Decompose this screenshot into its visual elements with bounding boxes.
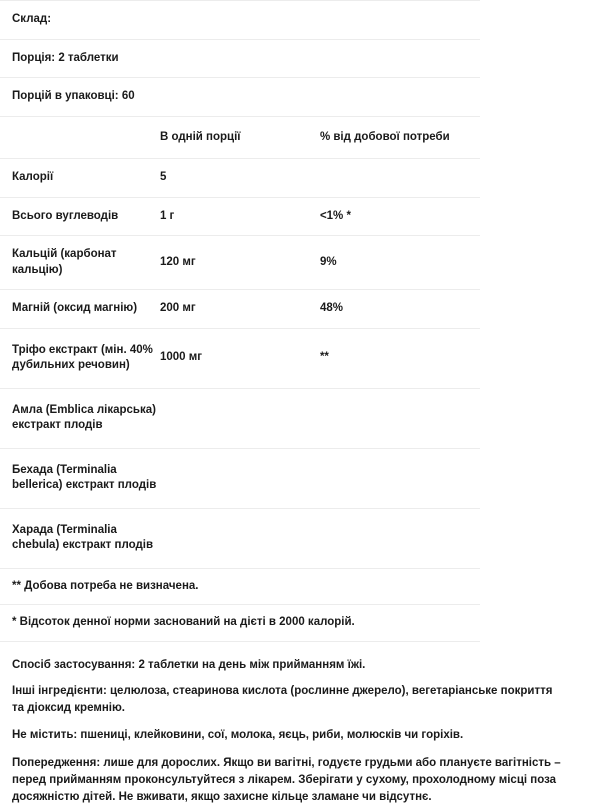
nutrient-daily-value: 48% (319, 302, 343, 315)
nutrient-daily-value (320, 448, 480, 508)
footnote-percent-daily-value: * Відсоток денної норми заснований на дієті в 2000 калорій. (12, 616, 355, 629)
other-ingredients-text: Інші інгредієнти: целюлоза, стеаринова кислота (рослинне джерело), вегетаріанське покриття та діоксид кремнію. (12, 685, 553, 715)
nutrient-daily-value (320, 388, 480, 448)
nutrient-daily-value (320, 159, 480, 198)
table-row (0, 328, 480, 388)
nutrient-name: Всього вуглеводів (12, 209, 119, 222)
table-row-intro-1 (0, 39, 480, 78)
nutrient-name: Амла (Emblica лікарська) екстракт плодів (12, 403, 156, 432)
nutrient-amount: 1 г (159, 209, 175, 222)
nutrient-name: Харада (Terminalia chebula) екстракт плодів (12, 523, 154, 552)
table-row (0, 448, 480, 508)
nutrient-daily-value: 9% (319, 255, 337, 268)
table-row-footnote (0, 605, 480, 642)
nutrient-amount: 5 (159, 171, 167, 184)
table-row-intro-0 (0, 1, 480, 40)
nutrient-daily-value (320, 508, 480, 568)
column-header-daily-value: % від добової потреби (319, 130, 450, 143)
nutrient-daily-value: <1% * (319, 209, 351, 222)
table-row (0, 508, 480, 568)
nutrient-amount (160, 388, 320, 448)
nutrient-amount: 120 мг (159, 255, 196, 268)
nutrient-name: Кальцій (карбонат кальцію) (12, 248, 117, 276)
intro-label-serving-size: Порція: 2 таблетки (12, 51, 119, 64)
nutrient-name: Магній (оксид магнію) (12, 302, 138, 315)
nutrient-name: Бехада (Terminalia bellerica) екстракт плодів (12, 463, 157, 492)
intro-label-sklad: Склад: (12, 13, 52, 25)
footnote-daily-value-not-established: ** Добова потреба не визначена. (12, 579, 199, 592)
nutrient-amount: 200 мг (159, 302, 196, 315)
table-row (0, 388, 480, 448)
nutrient-daily-value: ** (319, 351, 329, 364)
nutrient-amount (160, 448, 320, 508)
intro-label-servings-per-container: Порцій в упаковці: 60 (12, 90, 135, 103)
table-body (0, 1, 480, 642)
table-row (0, 159, 480, 198)
warning-text: Попередження: лише для дорослих. Якщо ви вагітні, годуєте грудьми або плануєте вагітність – перед прийманням проконсультуйтеся з лікарем. Зберігати у сухому, прохолодному місці поза досяжністю дітей. Не вживати, якщо захисне кільце зламане чи відсутнє. (12, 756, 561, 804)
table-row (0, 197, 480, 236)
nutrient-name: Тріфо екстракт (мін. 40% дубильних речовин) (12, 343, 153, 372)
free-from-text: Не містить: пшениці, клейковини, сої, молока, яєць, риби, молюсків чи горіхів. (12, 728, 464, 741)
column-header-amount: В одній порції (159, 130, 241, 143)
column-header-name (0, 116, 160, 159)
directions-text: Спосіб застосування: 2 таблетки на день між прийманням їжі. (12, 658, 366, 671)
table-row-intro-2 (0, 78, 480, 117)
nutrient-amount (160, 508, 320, 568)
table-row (0, 236, 480, 290)
nutrient-amount: 1000 мг (159, 351, 203, 364)
nutrient-name: Калорії (12, 171, 54, 184)
table-row-footnote (0, 568, 480, 605)
notes-section (0, 642, 600, 807)
table-row (0, 290, 480, 329)
table-header-row (0, 116, 480, 159)
